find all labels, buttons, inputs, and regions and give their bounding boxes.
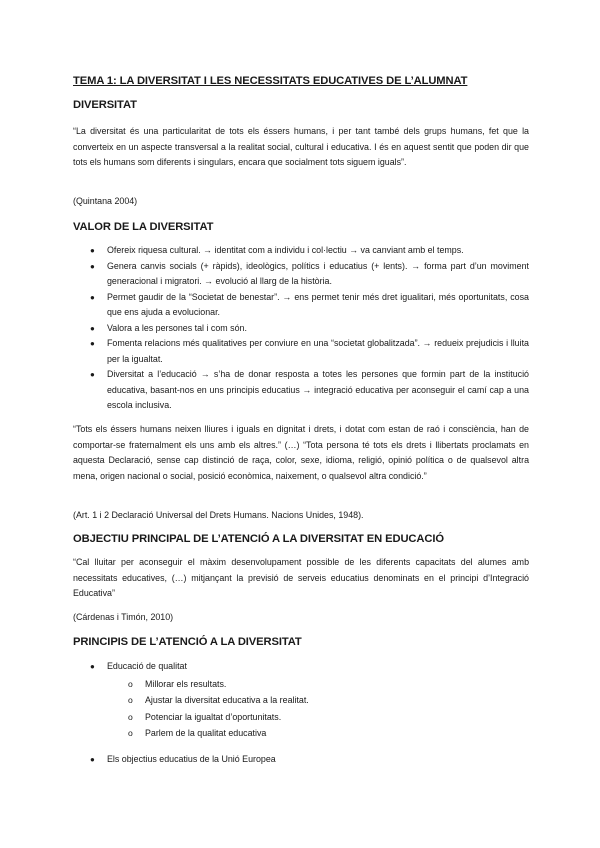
circle-bullet-icon: o — [128, 695, 133, 706]
list-item: ● Els objectius educatius de la Unió Europea — [73, 752, 529, 768]
bullet-icon: ● — [90, 755, 95, 764]
heading-valor-diversitat: VALOR DE LA DIVERSITAT — [73, 221, 214, 233]
valor-bullet-list — [73, 243, 529, 414]
citation-declaracio: (Art. 1 i 2 Declaració Universal del Drets Humans. Nacions Unides, 1948). — [73, 510, 364, 520]
list-item: ● Genera canvis socials (+ ràpids), ideològics, polítics i educatius (+ lents). → forma part d’un moviment generacional i migratori. → evolució al llarg de la història. — [90, 260, 529, 286]
bullet-icon: ● — [90, 292, 95, 302]
citation-quintana: (Quintana 2004) — [73, 196, 138, 206]
quote-quintana: “La diversitat és una particularitat de tots els éssers humans, i per tant també dels grups humans, fet que la converteix en un aspecte transversal a la realitat social, cultural i educativa. I és en aquest sentit que poden dir que tots els humans som diferents i singulars, encara que socialment tots siguem iguals”. — [73, 126, 529, 168]
circle-bullet-icon: o — [128, 711, 133, 722]
circle-bullet-icon: o — [128, 728, 133, 739]
list-item: ● Ofereix riquesa cultural. → identitat com a individu i col·lectiu → va canviant amb el temps. — [73, 243, 529, 259]
heading-objectiu-principal: OBJECTIU PRINCIPAL DE L’ATENCIÓ A LA DIVERSITAT EN EDUCACIÓ — [73, 533, 444, 545]
sub-list-item: o Parlem de la qualitat educativa — [73, 725, 309, 741]
bullet-icon: ● — [90, 339, 95, 348]
document-title: TEMA 1: LA DIVERSITAT I LES NECESSITATS EDUCATIVES DE L’ALUMNAT — [73, 75, 468, 87]
sub-list-item: o Millorar els resultats. — [73, 676, 309, 692]
list-item: ● Valora a les persones tal i com són. — [73, 321, 529, 337]
sub-list-item: o Potenciar la igualtat d’oportunitats. — [73, 709, 309, 725]
bullet-icon: ● — [90, 662, 95, 671]
list-item: ● Diversitat a l’educació → s’ha de donar resposta a totes les persones que formin part de la institució educativa, basant-nos en uns principis educatius → integració educativa per aconseguir el camí cap a una escola inclusiva. — [90, 369, 529, 410]
principis-bullet-list — [73, 659, 529, 675]
list-item: ● Permet gaudir de la “Societat de benestar”. → ens permet tenir més dret igualitari, més oportunitats, cosa que ens ajuda a evolucionar. — [90, 291, 529, 317]
principis-bullet-list-2 — [73, 752, 529, 768]
heading-principis: PRINCIPIS DE L’ATENCIÓ A LA DIVERSITAT — [73, 636, 302, 648]
sub-list-item: o Ajustar la diversitat educativa a la realitat. — [73, 692, 309, 708]
bullet-icon: ● — [90, 261, 95, 271]
list-item: ● Fomenta relacions més qualitatives per conviure en una “societat globalitzada”. → redueix prejudicis i lluita per la igualtat. — [90, 338, 529, 364]
citation-cardenas: (Cárdenas i Timón, 2010) — [73, 612, 174, 622]
circle-bullet-icon: o — [128, 679, 133, 689]
principis-sub-list — [73, 676, 309, 742]
bullet-icon: ● — [90, 370, 95, 379]
quote-declaracio: “Tots els éssers humans neixen lliures i iguals en dignitat i drets, i dotat com estan de raó i consciència, han de comportar-se fraternalment els uns amb els altres.” (…) “Tota persona té tots els drets i llibertats proclamats en aquesta Declaració, sense cap distinció de raça, color, sexe, idioma, religió, opinió política o de qualsevol altra mena, origen nacional o social, posició econòmica, naixement, o qualsevol altra condició.” — [73, 424, 529, 481]
bullet-icon: ● — [90, 323, 95, 333]
heading-diversitat: DIVERSITAT — [73, 99, 137, 111]
list-item: ● Educació de qualitat — [73, 659, 529, 675]
bullet-icon: ● — [90, 246, 95, 255]
quote-cardenas: “Cal lluitar per aconseguir el màxim desenvolupament possible de les diferents capacitats del alumes amb necessitats educatives, (…) mitjançant la previsió de serveis educatius denominats en el principi d’Integració Educativa” — [73, 557, 529, 599]
